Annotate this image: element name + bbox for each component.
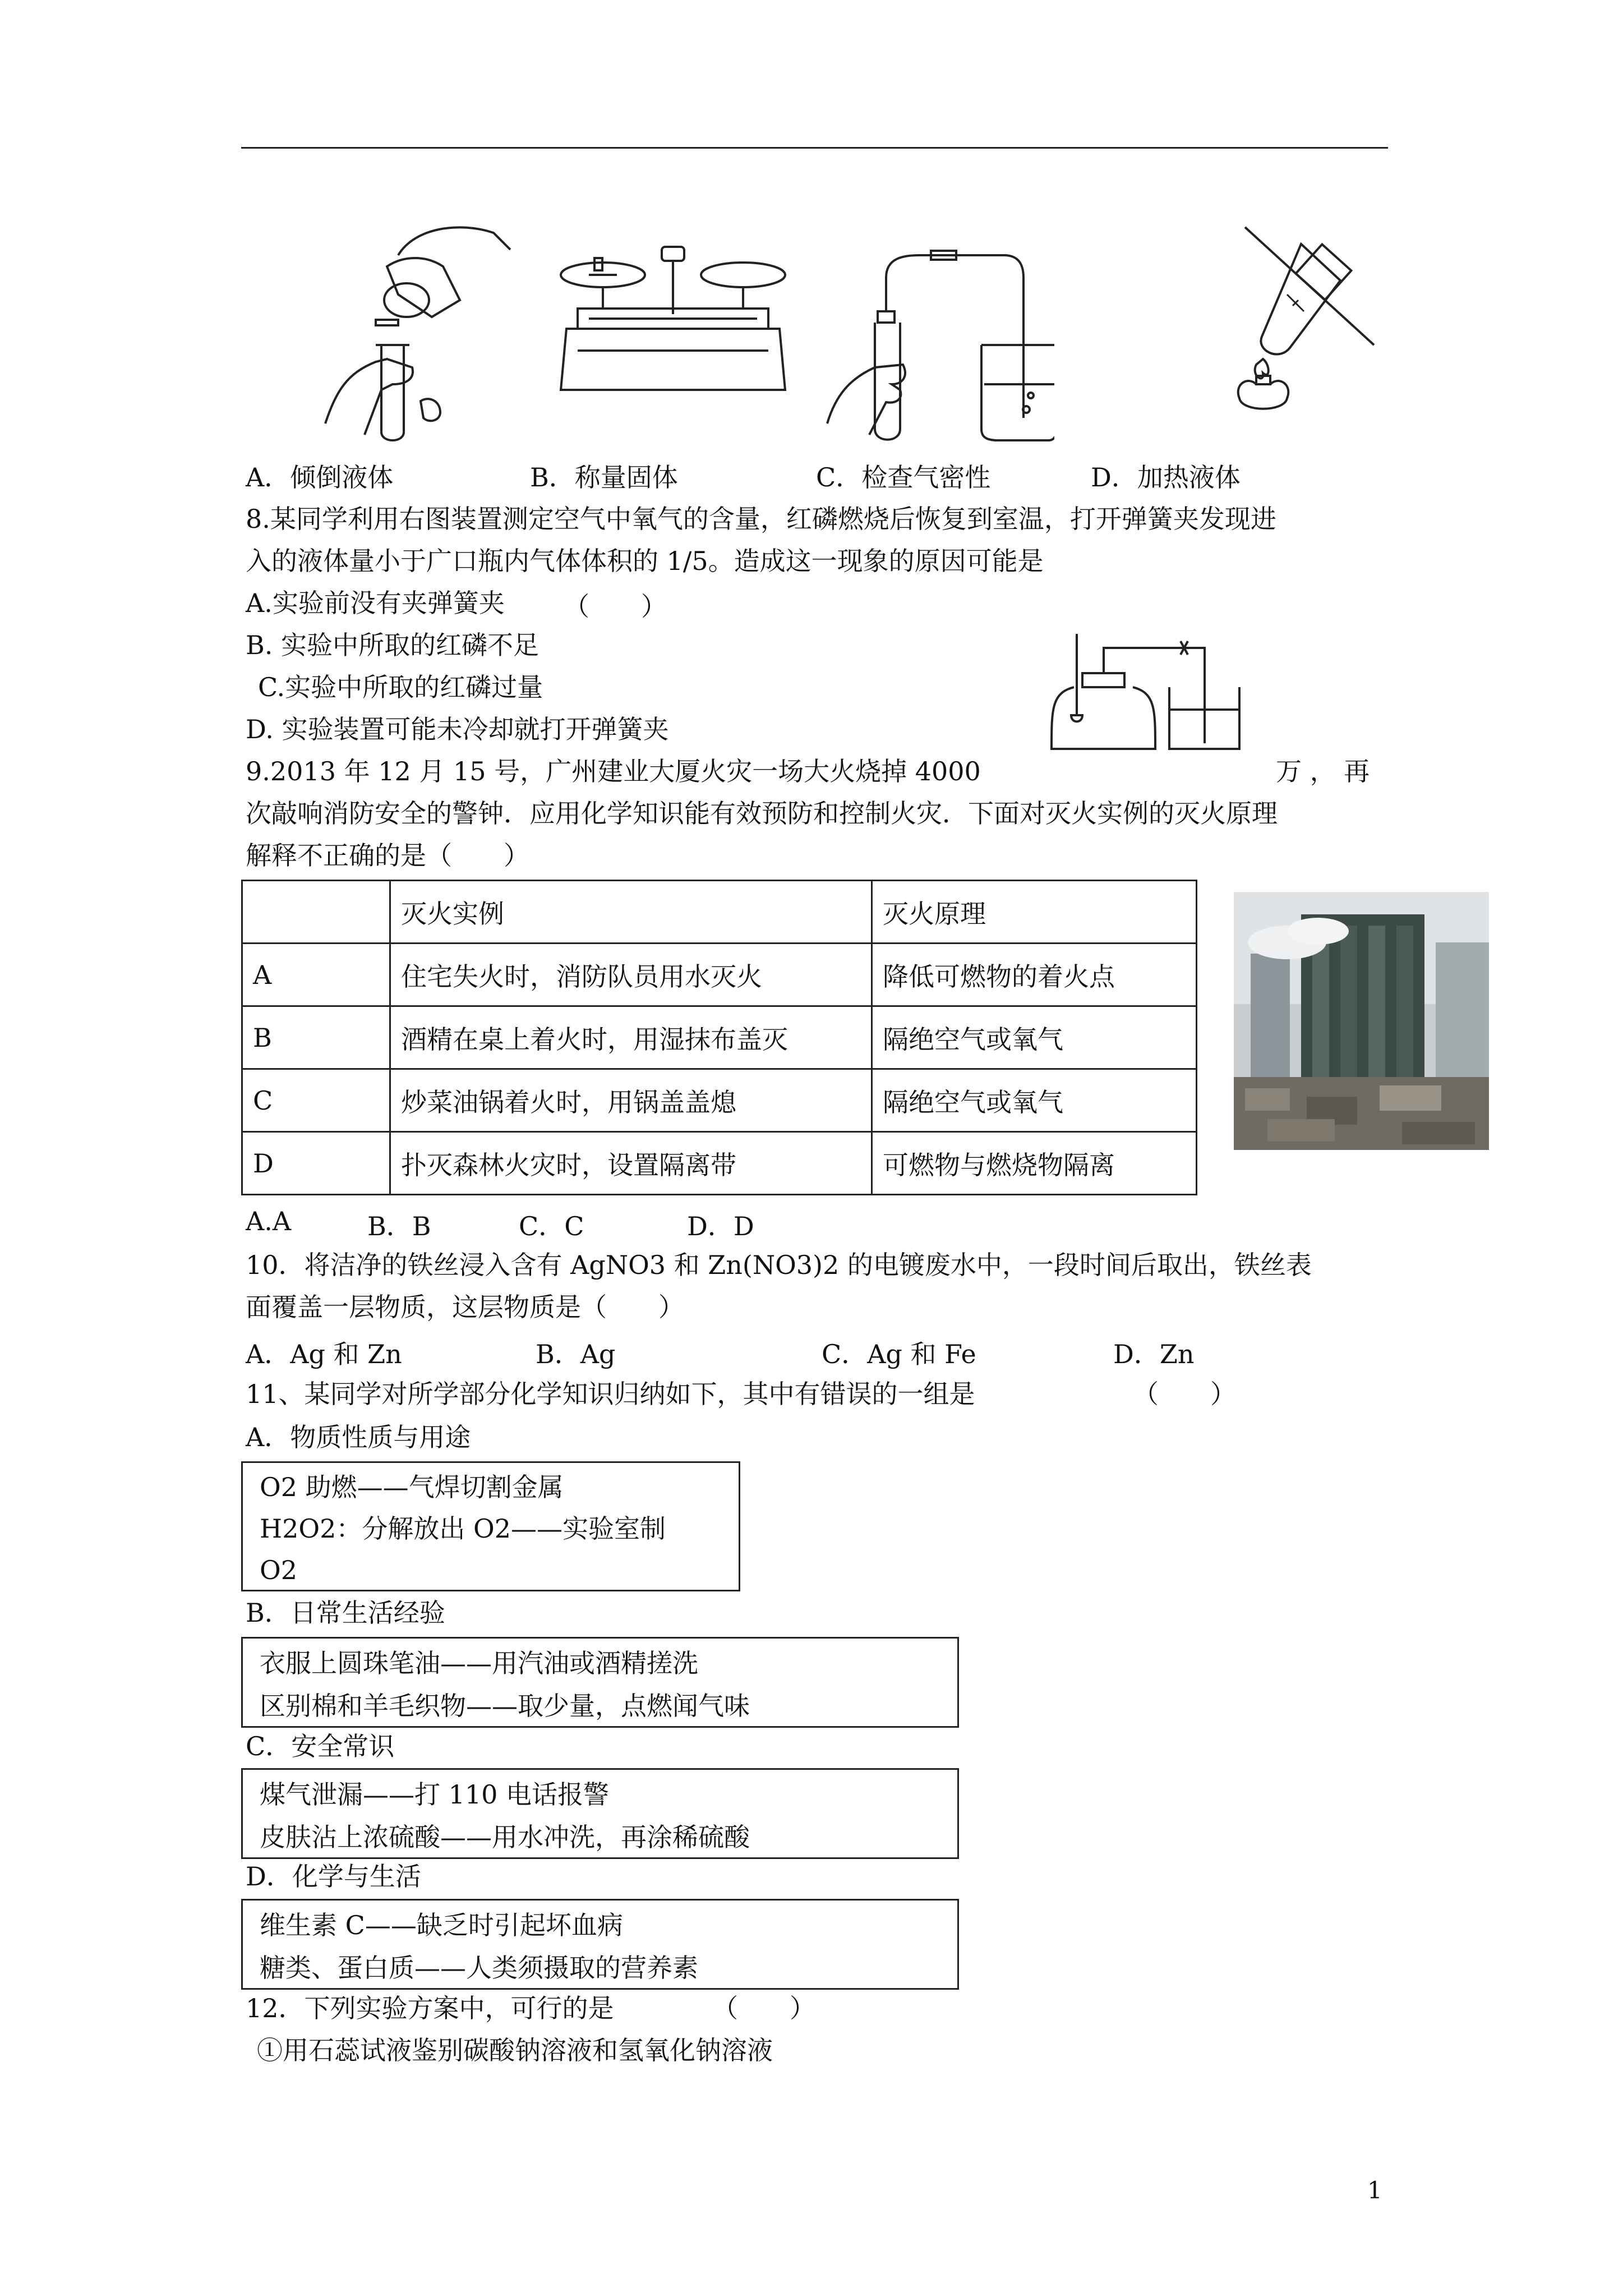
- oxygen-apparatus-figure: [1043, 631, 1256, 757]
- table-cell: 可燃物与燃烧物隔离: [872, 1132, 1197, 1195]
- pouring-liquid-figure: [314, 222, 527, 446]
- q12-stem: 12．下列实验方案中，可行的是: [246, 1993, 614, 2023]
- q9-answer-a: A.A: [246, 1206, 292, 1236]
- q12-answer-blank: （ ）: [712, 1993, 815, 2023]
- q8-option-d: D. 实验装置可能未冷却就打开弹簧夹: [246, 714, 669, 744]
- q11-group-d-box: [241, 1899, 959, 1990]
- figure-option-a: A．倾倒液体: [246, 462, 394, 493]
- table-row: [242, 1132, 1197, 1195]
- table-cell: C: [242, 1069, 390, 1132]
- table-row: [242, 1069, 1197, 1132]
- q8-option-b: B. 实验中所取的红磷不足: [246, 630, 540, 660]
- q9-stem-line1-b: 万 ， 再: [1276, 756, 1370, 786]
- table-cell: 扑灭森林火灾时，设置隔离带: [390, 1132, 872, 1195]
- q12-item-1: ①用石蕊试液鉴别碳酸钠溶液和氢氧化钠溶液: [257, 2035, 773, 2065]
- table-cell: 炒菜油锅着火时，用锅盖盖熄: [390, 1069, 872, 1132]
- q9-stem-line3: 解释不正确的是（ ）: [246, 840, 529, 871]
- q11-group-c-line: 煤气泄漏——打 110 电话报警: [260, 1779, 610, 1810]
- q11-group-b-line: 衣服上圆珠笔油——用汽油或酒精搓洗: [260, 1648, 698, 1678]
- table-cell: A: [242, 944, 390, 1006]
- header-rule: [241, 147, 1388, 149]
- q11-group-b-line: 区别棉和羊毛织物——取少量，点燃闻气味: [260, 1691, 750, 1721]
- fire-extinguishing-table: [241, 880, 1197, 1195]
- q11-group-a-title: A．物质性质与用途: [246, 1422, 471, 1452]
- figure-option-d: D．加热液体: [1091, 462, 1241, 493]
- q11-group-c-title: C．安全常识: [246, 1731, 395, 1761]
- balance-figure: [555, 230, 791, 409]
- q8-stem-line1: 8.某同学利用右图装置测定空气中氧气的含量，红磷燃烧后恢复到室温，打开弹簧夹发现进: [246, 504, 1276, 534]
- airtightness-check-figure: [819, 244, 1054, 446]
- q10-answer-b: B．Ag: [536, 1339, 616, 1369]
- q10-answer-a: A．Ag 和 Zn: [246, 1339, 402, 1369]
- q11-group-b-box: [241, 1637, 959, 1728]
- q10-answer-d: D．Zn: [1113, 1339, 1195, 1369]
- q11-group-b-title: B．日常生活经验: [246, 1598, 445, 1628]
- table-header-cell: 灭火实例: [390, 881, 872, 944]
- table-cell: 降低可燃物的着火点: [872, 944, 1197, 1006]
- q10-stem-line2: 面覆盖一层物质，这层物质是（ ）: [246, 1292, 684, 1322]
- burned-building-photo: [1234, 892, 1489, 1150]
- q8-answer-blank: （ ）: [564, 591, 667, 622]
- heating-liquid-figure: [1200, 222, 1380, 429]
- q11-group-d-line: 糖类、蛋白质——人类须摄取的营养素: [260, 1953, 698, 1983]
- table-row: [242, 944, 1197, 1006]
- q10-answer-c: C．Ag 和 Fe: [822, 1339, 976, 1369]
- q8-option-c: C.实验中所取的红磷过量: [258, 672, 543, 702]
- q11-group-c-line: 皮肤沾上浓硫酸——用水冲洗，再涂稀硫酸: [260, 1822, 750, 1852]
- q9-answer-c: C．C: [519, 1211, 584, 1241]
- q11-group-a-line: O2: [260, 1555, 297, 1585]
- table-cell: 隔绝空气或氧气: [872, 1006, 1197, 1069]
- table-cell: 酒精在桌上着火时，用湿抹布盖灭: [390, 1006, 872, 1069]
- figure-option-c: C．检查气密性: [816, 462, 991, 493]
- q11-group-d-line: 维生素 C——缺乏时引起坏血病: [260, 1910, 623, 1940]
- q11-group-d-title: D．化学与生活: [246, 1861, 421, 1892]
- q9-stem-line1-a: 9.2013 年 12 月 15 号，广州建业大厦火灾一场大火烧掉 4000: [246, 756, 981, 786]
- table-header-cell: 灭火原理: [872, 881, 1197, 944]
- q8-stem-line2: 入的液体量小于广口瓶内气体体积的 1/5。造成这一现象的原因可能是: [246, 546, 1044, 576]
- table-cell: 住宅失火时，消防队员用水灭火: [390, 944, 872, 1006]
- q11-stem: 11、某同学对所学部分化学知识归纳如下，其中有错误的一组是: [246, 1379, 975, 1409]
- table-cell: 隔绝空气或氧气: [872, 1069, 1197, 1132]
- q9-answer-d: D．D: [687, 1211, 754, 1241]
- q11-group-a-line: O2 助燃——气焊切割金属: [260, 1472, 564, 1502]
- q11-answer-blank: （ ）: [1133, 1379, 1236, 1409]
- table-cell: B: [242, 1006, 390, 1069]
- table-header-cell: [242, 881, 390, 944]
- figure-option-b: B．称量固体: [530, 462, 678, 493]
- page-number: 1: [1367, 2177, 1382, 2204]
- q11-group-a-box: [241, 1461, 740, 1591]
- table-header-row: [242, 881, 1197, 944]
- q9-answer-b: B．B: [367, 1211, 431, 1241]
- q11-group-a-line: H2O2：分解放出 O2——实验室制: [260, 1513, 666, 1544]
- q8-option-a: A.实验前没有夹弹簧夹: [246, 588, 505, 618]
- table-cell: D: [242, 1132, 390, 1195]
- q11-group-c-box: [241, 1768, 959, 1859]
- table-row: [242, 1006, 1197, 1069]
- q9-stem-line2: 次敲响消防安全的警钟．应用化学知识能有效预防和控制火灾．下面对灭火实例的灭火原理: [246, 798, 1278, 829]
- q10-stem-line1: 10．将洁净的铁丝浸入含有 AgNO3 和 Zn(NO3)2 的电镀废水中，一段时间后取出，铁丝表: [246, 1250, 1312, 1280]
